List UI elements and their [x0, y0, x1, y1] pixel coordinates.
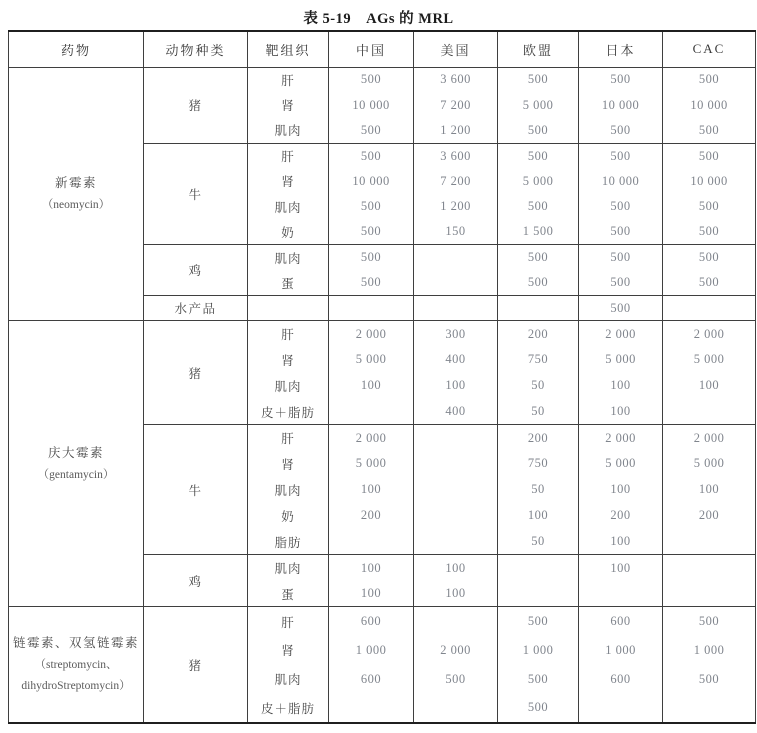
value-cell: 1 200 — [414, 194, 498, 219]
value-cell — [329, 529, 414, 555]
column-header: 动物种类 — [144, 31, 248, 67]
value-cell — [414, 529, 498, 555]
tissue-cell: 肾 — [248, 92, 329, 117]
value-cell: 500 — [579, 245, 663, 270]
tissue-cell: 皮＋脂肪 — [248, 694, 329, 723]
animal-cell: 鸡 — [144, 555, 248, 607]
value-cell: 10 000 — [579, 92, 663, 117]
value-cell: 500 — [579, 118, 663, 143]
value-cell: 100 — [498, 503, 579, 529]
value-cell: 500 — [498, 143, 579, 168]
value-cell: 7 200 — [414, 169, 498, 194]
drug-name-en: dihydroStreptomycin） — [21, 680, 131, 693]
tissue-cell: 奶 — [248, 219, 329, 244]
value-cell: 5 000 — [498, 92, 579, 117]
tissue-cell: 肝 — [248, 321, 329, 347]
value-cell: 3 600 — [414, 67, 498, 92]
tissue-cell: 脂肪 — [248, 529, 329, 555]
value-cell: 100 — [579, 555, 663, 581]
value-cell: 500 — [329, 67, 414, 92]
tissue-cell: 肌肉 — [248, 477, 329, 503]
value-cell: 100 — [663, 373, 756, 399]
value-cell — [414, 425, 498, 451]
value-cell: 50 — [498, 399, 579, 425]
tissue-cell: 蛋 — [248, 270, 329, 295]
value-cell: 5 000 — [579, 451, 663, 477]
value-cell: 100 — [329, 581, 414, 607]
column-header: 日本 — [579, 31, 663, 67]
animal-cell: 牛 — [144, 143, 248, 245]
value-cell: 50 — [498, 529, 579, 555]
value-cell — [329, 694, 414, 723]
value-cell: 500 — [498, 270, 579, 295]
column-header: 靶组织 — [248, 31, 329, 67]
value-cell: 1 500 — [498, 219, 579, 244]
value-cell: 5 000 — [663, 347, 756, 373]
value-cell: 100 — [663, 477, 756, 503]
tissue-cell: 肝 — [248, 425, 329, 451]
value-cell: 600 — [329, 665, 414, 694]
value-cell — [498, 555, 579, 581]
tissue-cell: 皮＋脂肪 — [248, 399, 329, 425]
value-cell: 50 — [498, 477, 579, 503]
value-cell: 500 — [579, 194, 663, 219]
value-cell: 200 — [579, 503, 663, 529]
value-cell — [414, 270, 498, 295]
tissue-cell: 奶 — [248, 503, 329, 529]
value-cell: 500 — [663, 245, 756, 270]
value-cell: 500 — [663, 143, 756, 168]
tissue-cell: 肌肉 — [248, 665, 329, 694]
drug-name-cn: 链霉素、双氢链霉素 — [12, 635, 139, 650]
value-cell: 500 — [329, 118, 414, 143]
value-cell: 500 — [498, 67, 579, 92]
value-cell: 100 — [329, 373, 414, 399]
column-header: 欧盟 — [498, 31, 579, 67]
tissue-cell: 蛋 — [248, 581, 329, 607]
value-cell: 1 200 — [414, 118, 498, 143]
value-cell: 200 — [329, 503, 414, 529]
value-cell: 5 000 — [498, 169, 579, 194]
tissue-cell: 肌肉 — [248, 245, 329, 270]
value-cell: 100 — [414, 555, 498, 581]
animal-cell: 猪 — [144, 67, 248, 143]
column-header: 药物 — [9, 31, 144, 67]
drug-cell — [9, 607, 144, 723]
header-row — [9, 31, 756, 67]
tissue-cell: 肾 — [248, 347, 329, 373]
value-cell: 1 000 — [663, 636, 756, 665]
drug-name-cn: 新霉素 — [54, 175, 97, 190]
table-row — [9, 607, 756, 636]
drug-name-cn: 庆大霉素 — [47, 445, 104, 460]
value-cell — [329, 296, 414, 321]
animal-cell: 猪 — [144, 321, 248, 425]
drug-name-en: （streptomycin、 — [34, 658, 118, 671]
value-cell: 10 000 — [663, 169, 756, 194]
value-cell: 200 — [498, 425, 579, 451]
value-cell: 10 000 — [329, 169, 414, 194]
value-cell: 500 — [498, 118, 579, 143]
value-cell: 7 200 — [414, 92, 498, 117]
value-cell — [663, 296, 756, 321]
value-cell: 500 — [498, 607, 579, 636]
tissue-cell: 肝 — [248, 607, 329, 636]
value-cell: 600 — [579, 607, 663, 636]
value-cell: 500 — [579, 270, 663, 295]
value-cell: 750 — [498, 451, 579, 477]
value-cell: 500 — [498, 194, 579, 219]
tissue-cell: 肾 — [248, 636, 329, 665]
value-cell: 2 000 — [663, 321, 756, 347]
value-cell — [663, 555, 756, 581]
value-cell: 500 — [663, 118, 756, 143]
value-cell — [498, 581, 579, 607]
value-cell: 300 — [414, 321, 498, 347]
value-cell: 500 — [329, 194, 414, 219]
value-cell: 1 000 — [498, 636, 579, 665]
value-cell — [663, 694, 756, 723]
value-cell — [663, 399, 756, 425]
table-row — [9, 67, 756, 92]
tissue-cell: 肝 — [248, 143, 329, 168]
drug-name-en: （neomycin） — [41, 198, 111, 211]
value-cell: 500 — [329, 219, 414, 244]
value-cell: 500 — [579, 296, 663, 321]
value-cell: 3 600 — [414, 143, 498, 168]
value-cell: 500 — [498, 665, 579, 694]
value-cell: 500 — [579, 67, 663, 92]
drug-name-en: （gentamycin） — [37, 468, 115, 481]
value-cell — [414, 296, 498, 321]
value-cell: 50 — [498, 373, 579, 399]
value-cell — [414, 607, 498, 636]
value-cell — [663, 529, 756, 555]
value-cell: 10 000 — [579, 169, 663, 194]
tissue-cell — [248, 296, 329, 321]
animal-cell: 猪 — [144, 607, 248, 723]
value-cell: 500 — [663, 194, 756, 219]
value-cell: 150 — [414, 219, 498, 244]
value-cell: 500 — [414, 665, 498, 694]
value-cell: 500 — [329, 245, 414, 270]
value-cell: 10 000 — [329, 92, 414, 117]
value-cell — [329, 399, 414, 425]
animal-cell: 鸡 — [144, 245, 248, 296]
value-cell: 400 — [414, 347, 498, 373]
value-cell: 2 000 — [329, 321, 414, 347]
value-cell: 750 — [498, 347, 579, 373]
value-cell — [414, 477, 498, 503]
value-cell: 100 — [579, 399, 663, 425]
column-header: CAC — [663, 31, 756, 67]
value-cell: 10 000 — [663, 92, 756, 117]
value-cell — [579, 581, 663, 607]
tissue-cell: 肌肉 — [248, 194, 329, 219]
tissue-cell: 肾 — [248, 451, 329, 477]
value-cell: 2 000 — [414, 636, 498, 665]
value-cell: 500 — [498, 245, 579, 270]
value-cell — [498, 296, 579, 321]
value-cell: 2 000 — [579, 321, 663, 347]
value-cell — [663, 581, 756, 607]
value-cell: 100 — [579, 373, 663, 399]
value-cell: 2 000 — [663, 425, 756, 451]
drug-cell — [9, 67, 144, 321]
mrl-table — [8, 30, 756, 724]
column-header: 美国 — [414, 31, 498, 67]
value-cell: 100 — [329, 555, 414, 581]
table-title: 表 5-19 AGs 的 MRL — [303, 11, 454, 27]
value-cell: 5 000 — [579, 347, 663, 373]
value-cell: 2 000 — [329, 425, 414, 451]
value-cell: 100 — [414, 373, 498, 399]
tissue-cell: 肌肉 — [248, 373, 329, 399]
value-cell: 500 — [663, 270, 756, 295]
value-cell: 500 — [579, 143, 663, 168]
value-cell: 500 — [663, 665, 756, 694]
value-cell: 500 — [663, 219, 756, 244]
value-cell: 600 — [329, 607, 414, 636]
tissue-cell: 肾 — [248, 169, 329, 194]
value-cell: 500 — [663, 607, 756, 636]
column-header: 中国 — [329, 31, 414, 67]
value-cell: 500 — [329, 270, 414, 295]
value-cell: 100 — [329, 477, 414, 503]
table-row — [9, 321, 756, 347]
value-cell — [579, 694, 663, 723]
value-cell: 500 — [498, 694, 579, 723]
value-cell: 1 000 — [329, 636, 414, 665]
value-cell: 200 — [498, 321, 579, 347]
value-cell: 100 — [579, 529, 663, 555]
value-cell: 5 000 — [663, 451, 756, 477]
value-cell: 400 — [414, 399, 498, 425]
value-cell: 600 — [579, 665, 663, 694]
value-cell — [414, 245, 498, 270]
animal-cell: 水产品 — [144, 296, 248, 321]
value-cell — [414, 694, 498, 723]
value-cell: 500 — [663, 67, 756, 92]
drug-cell — [9, 321, 144, 607]
value-cell — [414, 451, 498, 477]
value-cell: 200 — [663, 503, 756, 529]
tissue-cell: 肝 — [248, 67, 329, 92]
tissue-cell: 肌肉 — [248, 118, 329, 143]
value-cell: 100 — [579, 477, 663, 503]
value-cell: 1 000 — [579, 636, 663, 665]
value-cell: 2 000 — [579, 425, 663, 451]
value-cell: 5 000 — [329, 451, 414, 477]
value-cell — [414, 503, 498, 529]
value-cell: 100 — [414, 581, 498, 607]
tissue-cell: 肌肉 — [248, 555, 329, 581]
value-cell: 5 000 — [329, 347, 414, 373]
value-cell: 500 — [579, 219, 663, 244]
animal-cell: 牛 — [144, 425, 248, 555]
value-cell: 500 — [329, 143, 414, 168]
